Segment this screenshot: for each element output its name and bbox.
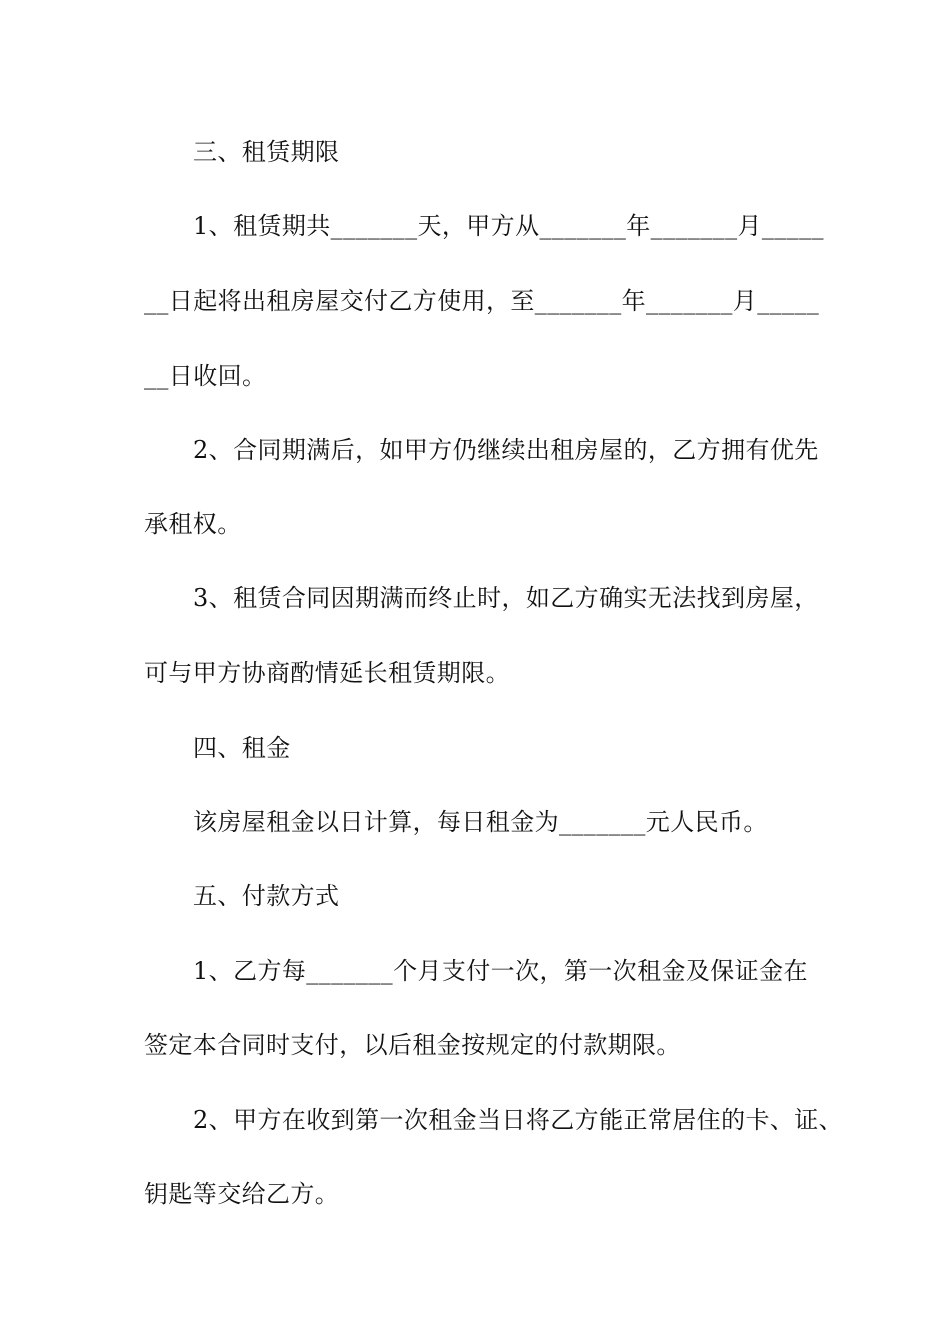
clause-3-3-line-1: 3、租赁合同因期满而终止时，如乙方确实无法找到房屋， xyxy=(193,584,819,612)
clause-3-1-line-2: __日起将出租房屋交付乙方使用，至_______年_______月_____ xyxy=(144,287,820,315)
clause-3-1-line-3: __日收回。 xyxy=(144,362,267,390)
section-heading-payment: 五、付款方式 xyxy=(193,882,340,910)
clause-5-2-line-1: 2、甲方在收到第一次租金当日将乙方能正常居住的卡、证、 xyxy=(193,1106,844,1134)
clause-3-1-line-1: 1、租赁期共_______天，甲方从_______年_______月_____ xyxy=(193,212,824,240)
clause-3-2-line-2: 承租权。 xyxy=(144,510,242,538)
clause-5-2-line-2: 钥匙等交给乙方。 xyxy=(144,1180,340,1208)
clause-5-1-line-1: 1、乙方每_______个月支付一次，第一次租金及保证金在 xyxy=(193,957,808,985)
clause-4-line-1: 该房屋租金以日计算，每日租金为_______元人民币。 xyxy=(193,808,768,836)
clause-3-2-line-1: 2、合同期满后，如甲方仍继续出租房屋的，乙方拥有优先 xyxy=(193,436,819,464)
section-heading-lease-term: 三、租赁期限 xyxy=(193,138,340,166)
clause-5-1-line-2: 签定本合同时支付，以后租金按规定的付款期限。 xyxy=(144,1031,681,1059)
section-heading-rent: 四、租金 xyxy=(193,734,291,762)
clause-3-3-line-2: 可与甲方协商酌情延长租赁期限。 xyxy=(144,659,510,687)
